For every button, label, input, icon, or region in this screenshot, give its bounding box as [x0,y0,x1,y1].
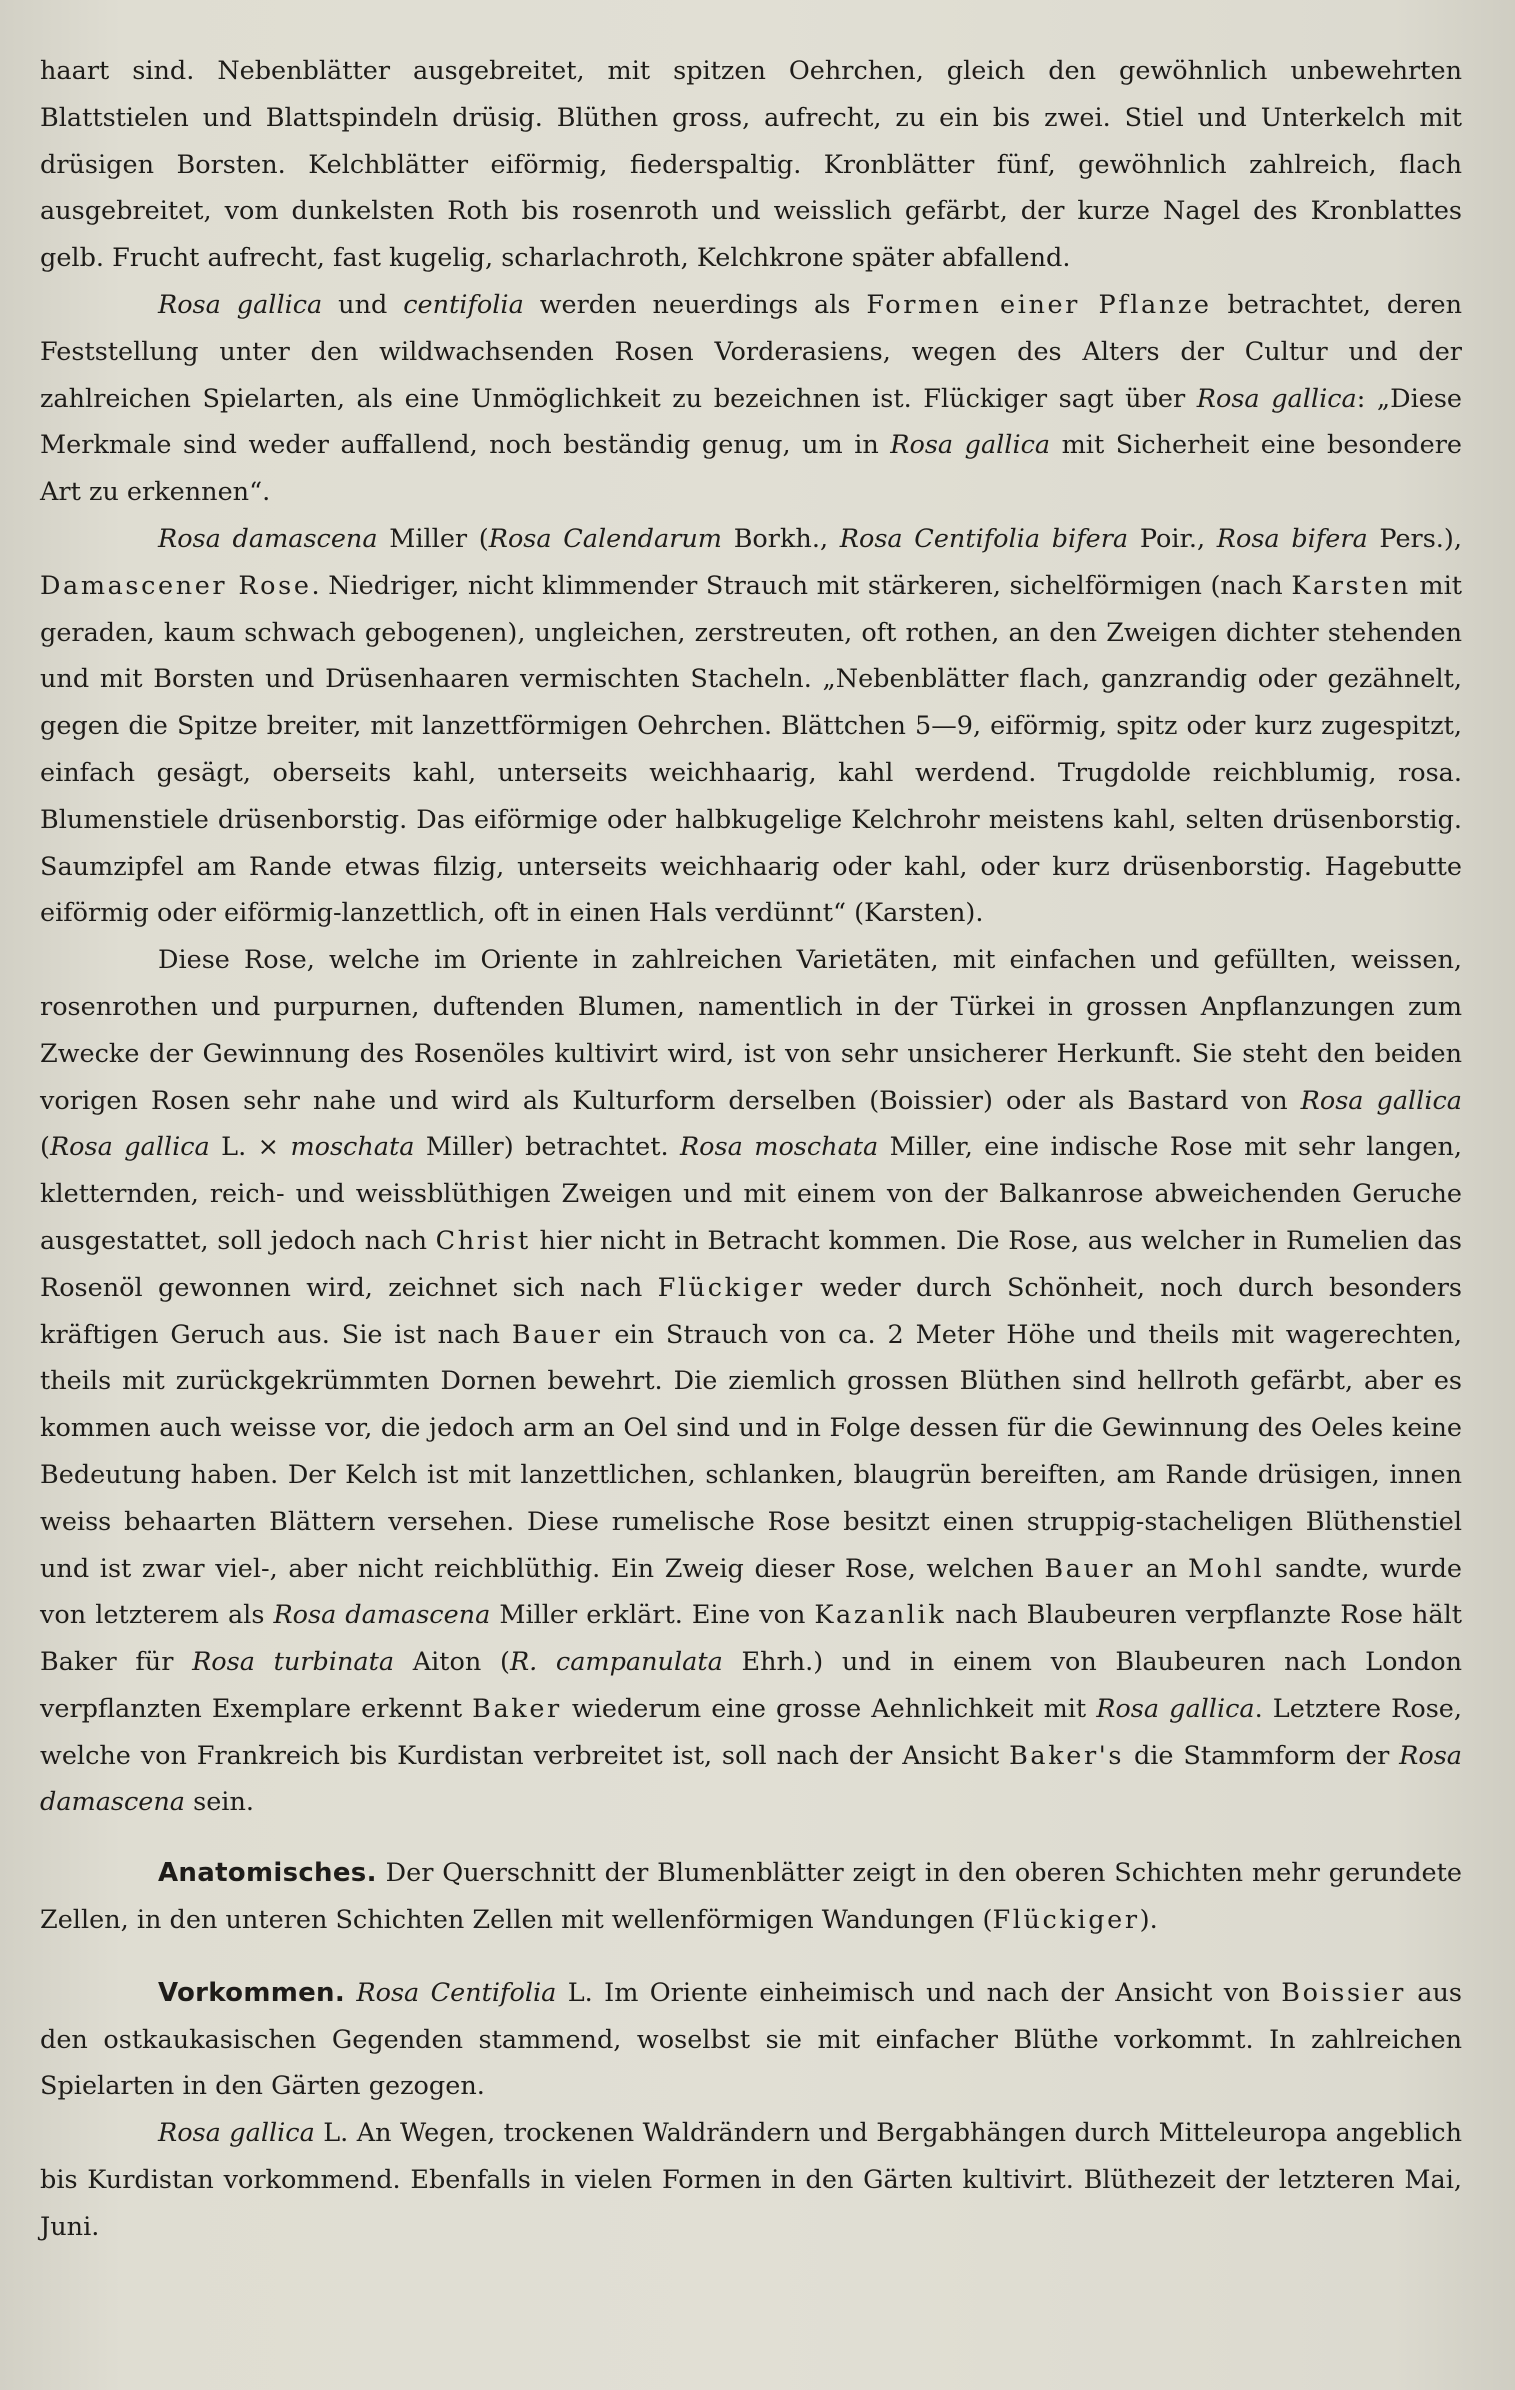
author-name: Baker's [1009,1740,1125,1771]
text: betrachtet, deren Feststellung unter den wildwachsenden Rosen Vorderasiens, wegen des Alters der Cultur und der zahlreichen Spielarten, als eine Unmöglichkeit zu bezeichnen ist. Flückiger sagt über [40,289,1463,414]
author-name: Boissier [1281,1977,1406,2008]
author-name: Karsten [1291,570,1411,601]
text: an [1135,1553,1188,1584]
species-name: R. campanulata [509,1647,723,1678]
author-name: Flückiger [657,1272,805,1303]
text: Pers.), [1367,523,1462,554]
paragraph-anatomisches [40,1850,1462,1944]
text: sandte, wurde von letzterem als [40,1553,1462,1631]
paragraph-vorkommen [40,1970,1462,2110]
paragraph-gallica-centifolia [40,282,1462,516]
species-name: Rosa gallica [1096,1693,1255,1724]
text: Poir., [1128,523,1217,554]
species-name: Rosa damascena [40,1740,1462,1818]
text: die Stammform der [1124,1740,1400,1771]
section-heading: Anatomisches. [158,1858,377,1889]
text: . Letztere Rose, welche von Frankreich bis Kurdistan verbreitet ist, soll nach der Ansicht [40,1693,1462,1771]
species-name: Rosa damascena [273,1600,491,1631]
species-name: Rosa gallica [1196,383,1357,414]
text: Aiton ( [394,1647,510,1678]
species-name: Rosa Centifolia bifera [839,523,1129,554]
species-name: Rosa gallica [158,2118,315,2149]
text: Borkh., [722,523,840,554]
species-name: Rosa bifera [1216,523,1368,554]
spaced-text: Formen einer Pflanze [866,289,1212,320]
paragraph-gallica-distribution [40,2110,1462,2250]
text: . Niedriger, nicht klimmender Strauch mit stärkeren, sichelförmigen (nach [311,570,1292,601]
text: ( [40,1132,50,1163]
paragraph-origin [40,937,1462,1826]
text: nach Blaubeuren verpflanzte Rose hält Baker für [40,1600,1462,1678]
place-name: Kazanlik [814,1600,947,1631]
species-name: Rosa gallica [1300,1085,1462,1116]
species-name: Rosa gallica [49,1132,210,1163]
text: haart sind. Nebenblätter ausgebreitet, mit spitzen Oehrchen, gleich den gewöhnlich unbewehrten Blattstielen und Blattspindeln drüsig. Blüthen gross, aufrecht, zu ein bis zwei. Stiel und Unterkelch mit drüsigen Borsten. Kelchblätter eiförmig, fiederspaltig. Kronblätter fünf, gewöhnlich zahlreich, flach ausgebreitet, vom dunkelsten Roth bis rosenroth und weisslich gefärbt, der kurze Nagel des Kronblattes gelb. Frucht aufrecht, fast kugelig, scharlachroth, Kelchkrone später abfallend. [40,56,1462,274]
species-name: Rosa gallica [890,430,1051,461]
section-heading: Vorkommen. [158,1977,346,2008]
text: : „Diese Merkmale sind weder auffallend, noch beständig genug, um in [40,383,1462,461]
text: ). [1139,1905,1158,1936]
text: Ehrh.) und in einem von Blaubeuren nach London verpflanzten Exemplare erkennt [40,1647,1462,1724]
author-name: Mohl [1187,1553,1265,1584]
text: mit geraden, kaum schwach gebogenen), ungleichen, zerstreuten, oft rothen, an den Zweigen dichter stehenden und mit Borsten und Drüsenhaaren vermischten Stacheln. „Nebenblätter flach, ganzrandig oder gezähnelt, gegen die Spitze breiter, mit lanzettförmigen Oehrchen. Blättchen 5—9, eiförmig, spitz oder kurz zugespitzt, einfach gesägt, oberseits kahl, unterseits weichhaarig, kahl werdend. Trugdolde reichblumig, rosa. Blumenstiele drüsenborstig. Das eiförmige oder halbkugelige Kelchrohr meistens kahl, selten drüsenborstig. Saumzipfel am Rande etwas filzig, unterseits weichhaarig oder kahl, oder kurz drüsenborstig. Hagebutte eiförmig oder eiförmig-lanzettlich, oft in einen Hals verdünnt“ (Karsten). [40,570,1462,929]
text: L. ⨯ [209,1132,291,1163]
paragraph-damascena [40,516,1462,937]
author-name: Flückiger [992,1905,1140,1936]
species-name: Rosa moschata [679,1132,879,1163]
paragraph-description [40,48,1462,282]
author-name: Bauer [1044,1553,1136,1584]
common-name: Damascener Rose [40,570,312,601]
text: Miller ( [377,523,489,554]
text: wiederum eine grosse Aehnlichkeit mit [561,1693,1097,1724]
text: L. An Wegen, trockenen Waldrändern und Bergabhängen durch Mitteleuropa angeblich bis Kurdistan vorkommend. Ebenfalls in vielen Formen in den Gärten kultivirt. Blüthezeit der letzteren Mai, Juni. [40,2118,1462,2242]
text: ein Strauch von ca. 2 Meter Höhe und theils mit wagerechten, theils mit zurückgekrümmten Dornen bewehrt. Die ziemlich grossen Blüthen sind hellroth gefärbt, aber es kommen auch weisse vor, die jedoch arm an Oel sind und in Folge dessen für die Gewinnung des Oeles keine Bedeutung haben. Der Kelch ist mit lanzettlichen, schlanken, blaugrün bereiften, am Rande drüsigen, innen weiss behaarten Blättern versehen. Diese rumelische Rose besitzt einen struppig-stacheligen Blüthenstiel und ist zwar viel-, aber nicht reichblüthig. Ein Zweig dieser Rose, welchen [40,1319,1462,1584]
text: L. Im Oriente einheimisch und nach der Ansicht von [556,1977,1282,2008]
author-name: Christ [435,1225,531,1256]
text [345,1978,356,2008]
text: Der Querschnitt der Blumenblätter zeigt in den oberen Schichten mehr gerundete Zellen, in den unteren Schichten Zellen mit wellenförmigen Wandungen ( [40,1858,1462,1936]
text: Miller erklärt. Eine von [490,1600,815,1631]
text: und [322,289,404,320]
text: werden neuerdings als [523,289,867,320]
species-name: Rosa gallica [158,289,323,320]
text: sein. [185,1787,254,1818]
text: hier nicht in Betracht kommen. Die Rose, aus welcher in Rumelien das Rosenöl gewonnen wird, zeichnet sich nach [40,1225,1463,1303]
text: mit Sicherheit eine besondere Art zu erkennen“. [40,430,1462,508]
text: aus den ostkaukasischen Gegenden stammend, woselbst sie mit einfacher Blüthe vorkommt. In zahlreichen Spielarten in den Gärten gezogen. [40,1977,1462,2102]
text: Miller) betrachtet. [414,1132,680,1163]
species-name: Rosa damascena [158,523,378,554]
species-name: Rosa Calendarum [488,523,722,554]
species-name: Rosa Centifolia [356,1977,557,2008]
text: Diese Rose, welche im Oriente in zahlreichen Varietäten, mit einfachen und gefüllten, weissen, rosenrothen und purpurnen, duftenden Blumen, namentlich in der Türkei in grossen Anpflanzungen zum Zwecke der Gewinnung des Rosenöles kultivirt wird, ist von sehr unsicherer Herkunft. Sie steht den beiden vorigen Rosen sehr nahe und wird als Kulturform derselben (Boissier) oder als Bastard von [40,945,1462,1116]
species-name: moschata [290,1132,415,1163]
text: weder durch Schönheit, noch durch besonders kräftigen Geruch aus. Sie ist nach [40,1272,1462,1350]
author-name: Bauer [511,1319,603,1350]
text: Miller, eine indische Rose mit sehr langen, kletternden, reich- und weissblüthigen Zweigen und mit einem von der Balkanrose abweichenden Geruche ausgestattet, soll jedoch nach [40,1132,1462,1256]
author-name: Baker [472,1693,562,1724]
species-name: Rosa turbinata [192,1647,395,1678]
species-name: centifolia [403,289,524,320]
